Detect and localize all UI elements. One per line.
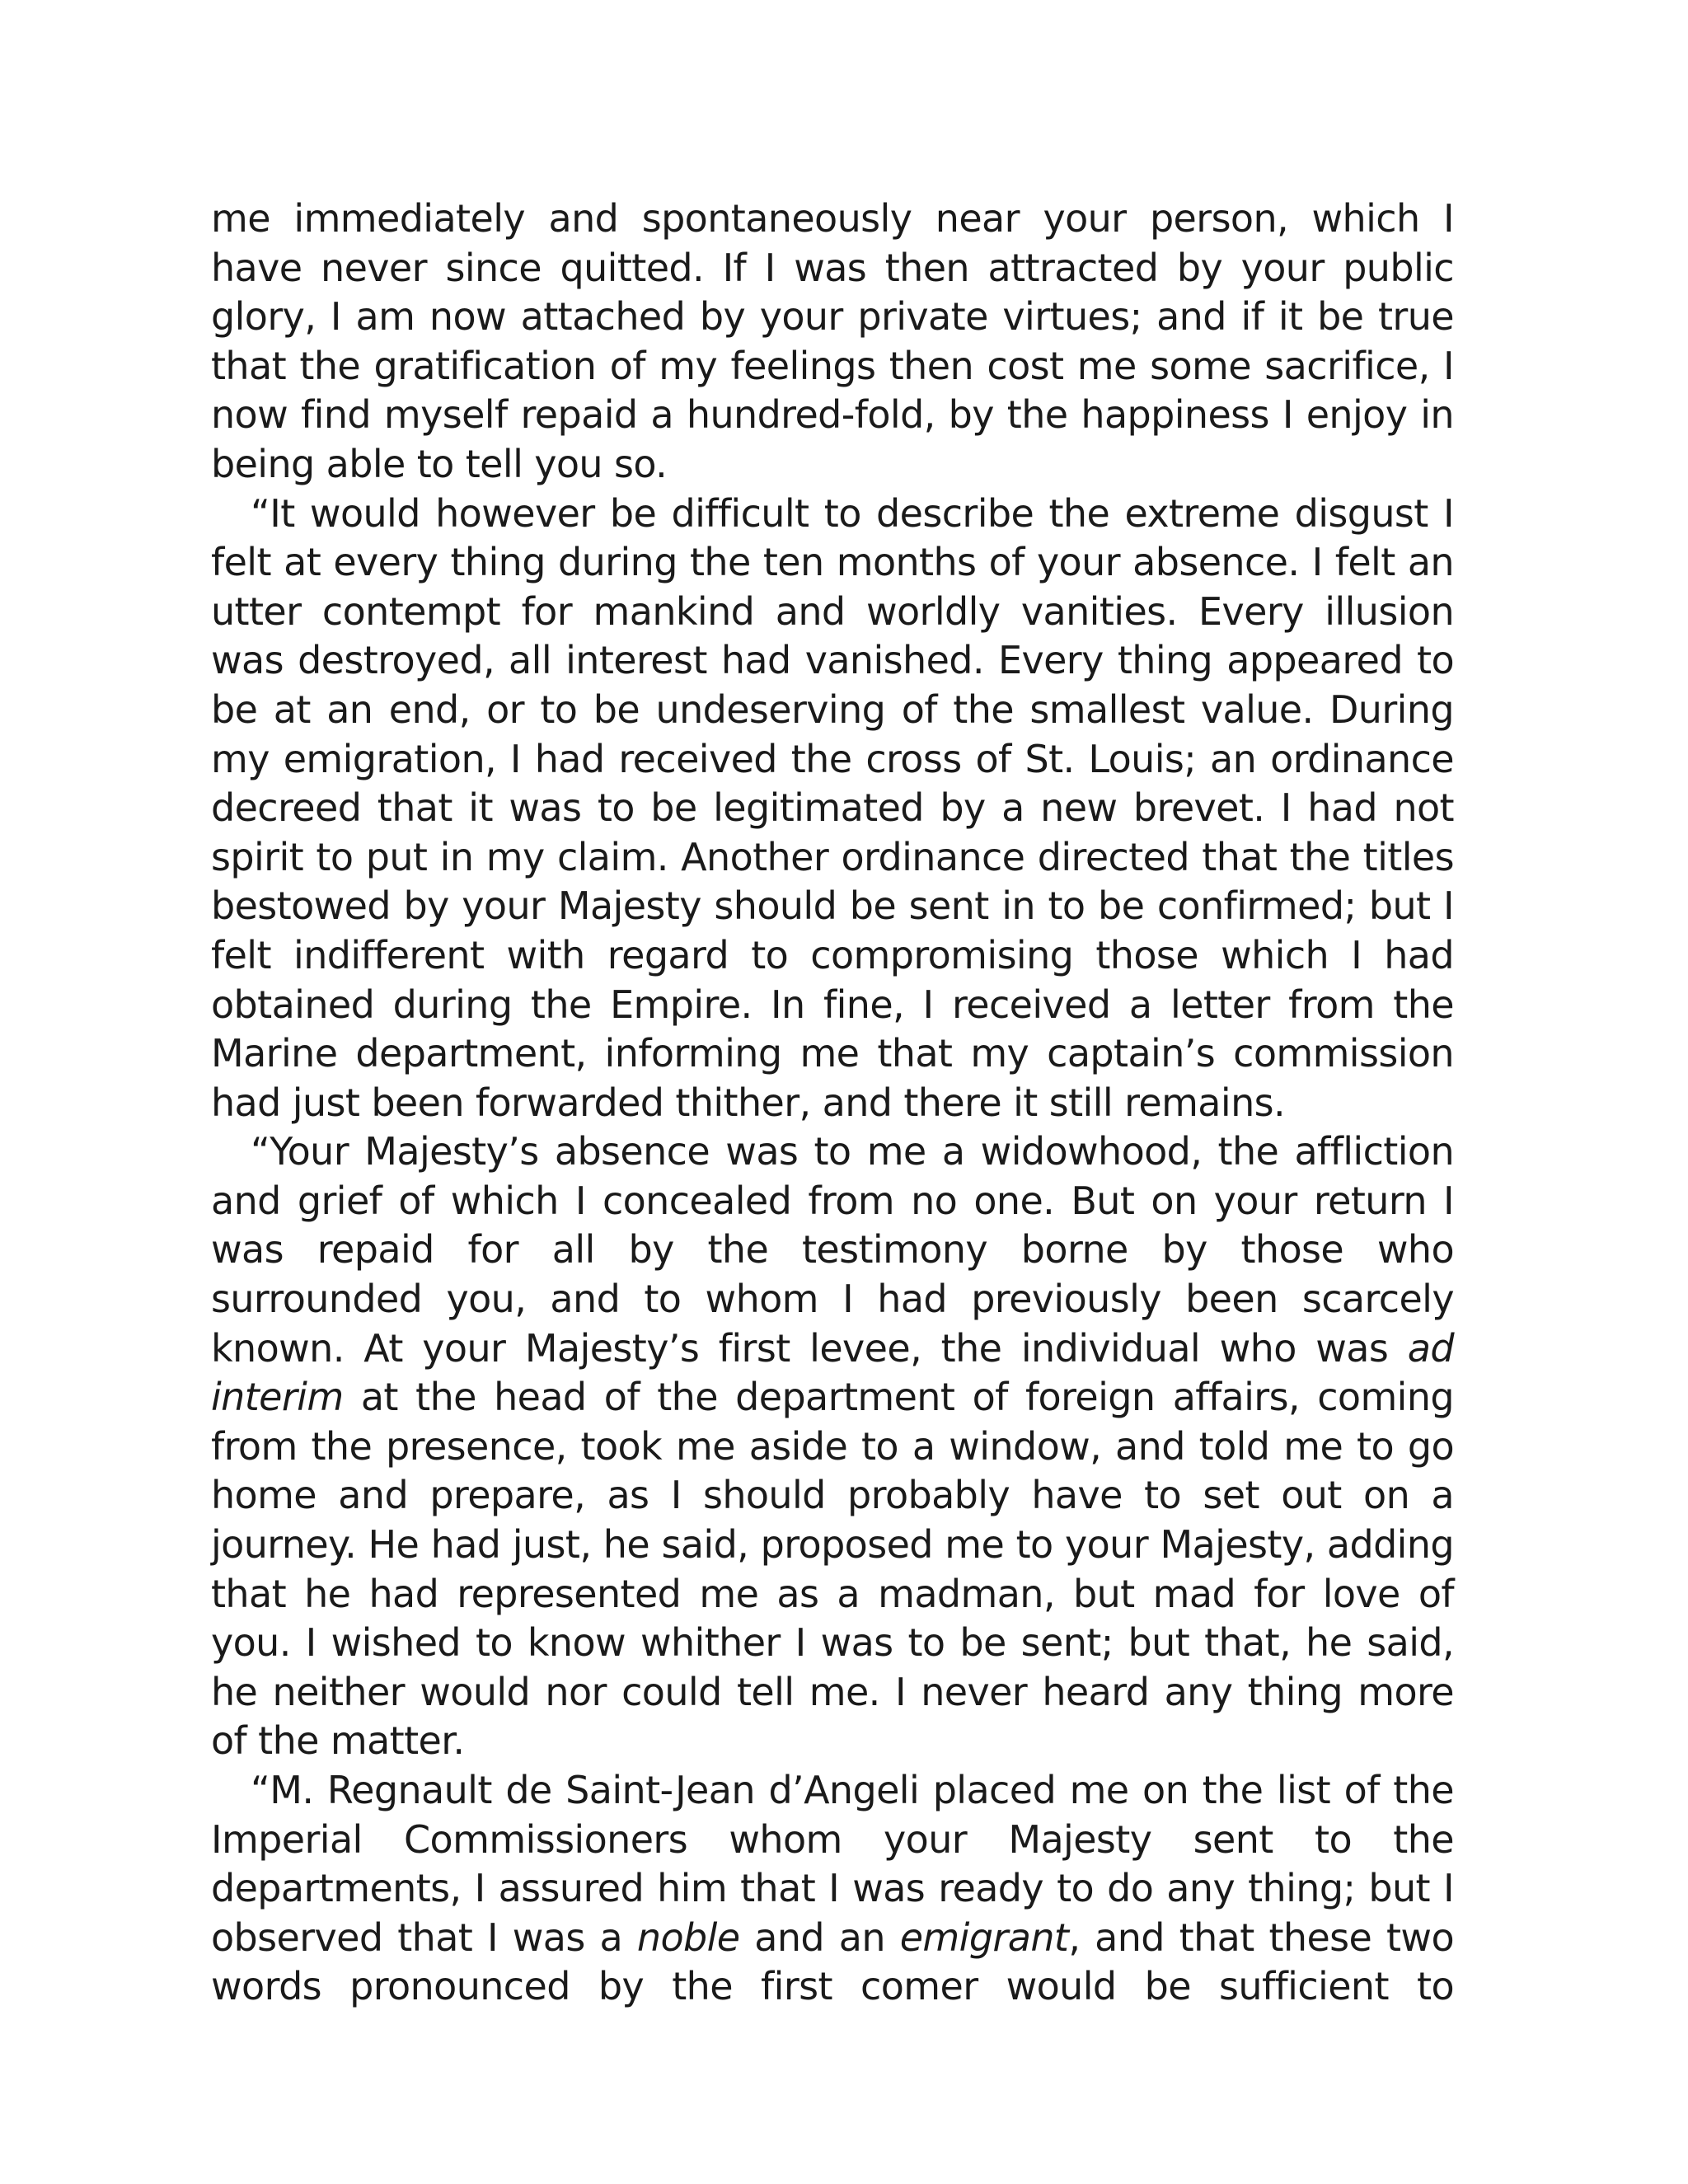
- paragraph-1: [211, 194, 1454, 490]
- paragraph-4-text-a: “M. Regnault de Saint-Jean d’Angeli placed me on the list of the Imperial Commissioners whom your Majesty sent to the departments, I assured him that I was ready to do any thing; but I observed that I was a: [211, 1768, 1454, 1960]
- paragraph-4-text-b: and an: [739, 1915, 900, 1960]
- paragraph-4-italic-emigrant: emigrant: [899, 1915, 1069, 1960]
- paragraph-2: [211, 490, 1454, 1128]
- paragraph-4-text-c: , and that these two words pronounced by the first comer would be sufficient to: [211, 1915, 1454, 2009]
- paragraph-3-italic-ad-interim: ad interim: [211, 1325, 1454, 1420]
- document-page: [211, 194, 1454, 2012]
- paragraph-1-text: me immediately and spontaneously near your person, which I have never since quitted. If I was then attracted by your public glory, I am now attached by your private virtues; and if it be true that the gratification of my feelings then cost me some sacrifice, I now find myself repaid a hundred-fold, by the happiness I enjoy in being able to tell you so.: [211, 196, 1454, 486]
- paragraph-2-text: “It would however be difficult to describe the extreme disgust I felt at every thing during the ten months of your absence. I felt an utter contempt for mankind and worldly vanities. Every illusion was destroyed, all interest had vanished. Every thing appeared to be at an end, or to be undeserving of the smallest value. During my emigration, I had received the cross of St. Louis; an ordinance decreed that it was to be legitimated by a new brevet. I had not spirit to put in my claim. Another ordinance directed that the titles bestowed by your Majesty should be sent in to be confirmed; but I felt indifferent with regard to compromising those which I had obtained during the Empire. In fine, I received a letter from the Marine department, informing me that my captain’s commission had just been forwarded thither, and there it still remains.: [211, 490, 1454, 1125]
- paragraph-3-text-a: “Your Majesty’s absence was to me a widowhood, the affliction and grief of which I concealed from no one. But on your return I was repaid for all by the testimony borne by those who surrounded you, and to whom I had previously been scarcely known. At your Majesty’s first levee, the individual who was: [211, 1129, 1454, 1371]
- paragraph-4: [211, 1766, 1454, 2012]
- paragraph-4-italic-noble: noble: [636, 1915, 740, 1960]
- paragraph-3-text-b: at the head of the department of foreign affairs, coming from the presence, took me aside to a window, and told me to go home and prepare, as I should probably have to set out on a journey. He had just, he said, proposed me to your Majesty, adding that he had represented me as a madman, but mad for love of you. I wished to know whither I was to be sent; but that, he said, he neither would nor could tell me. I never heard any thing more of the matter.: [211, 1375, 1454, 1764]
- paragraph-3: [211, 1127, 1454, 1766]
